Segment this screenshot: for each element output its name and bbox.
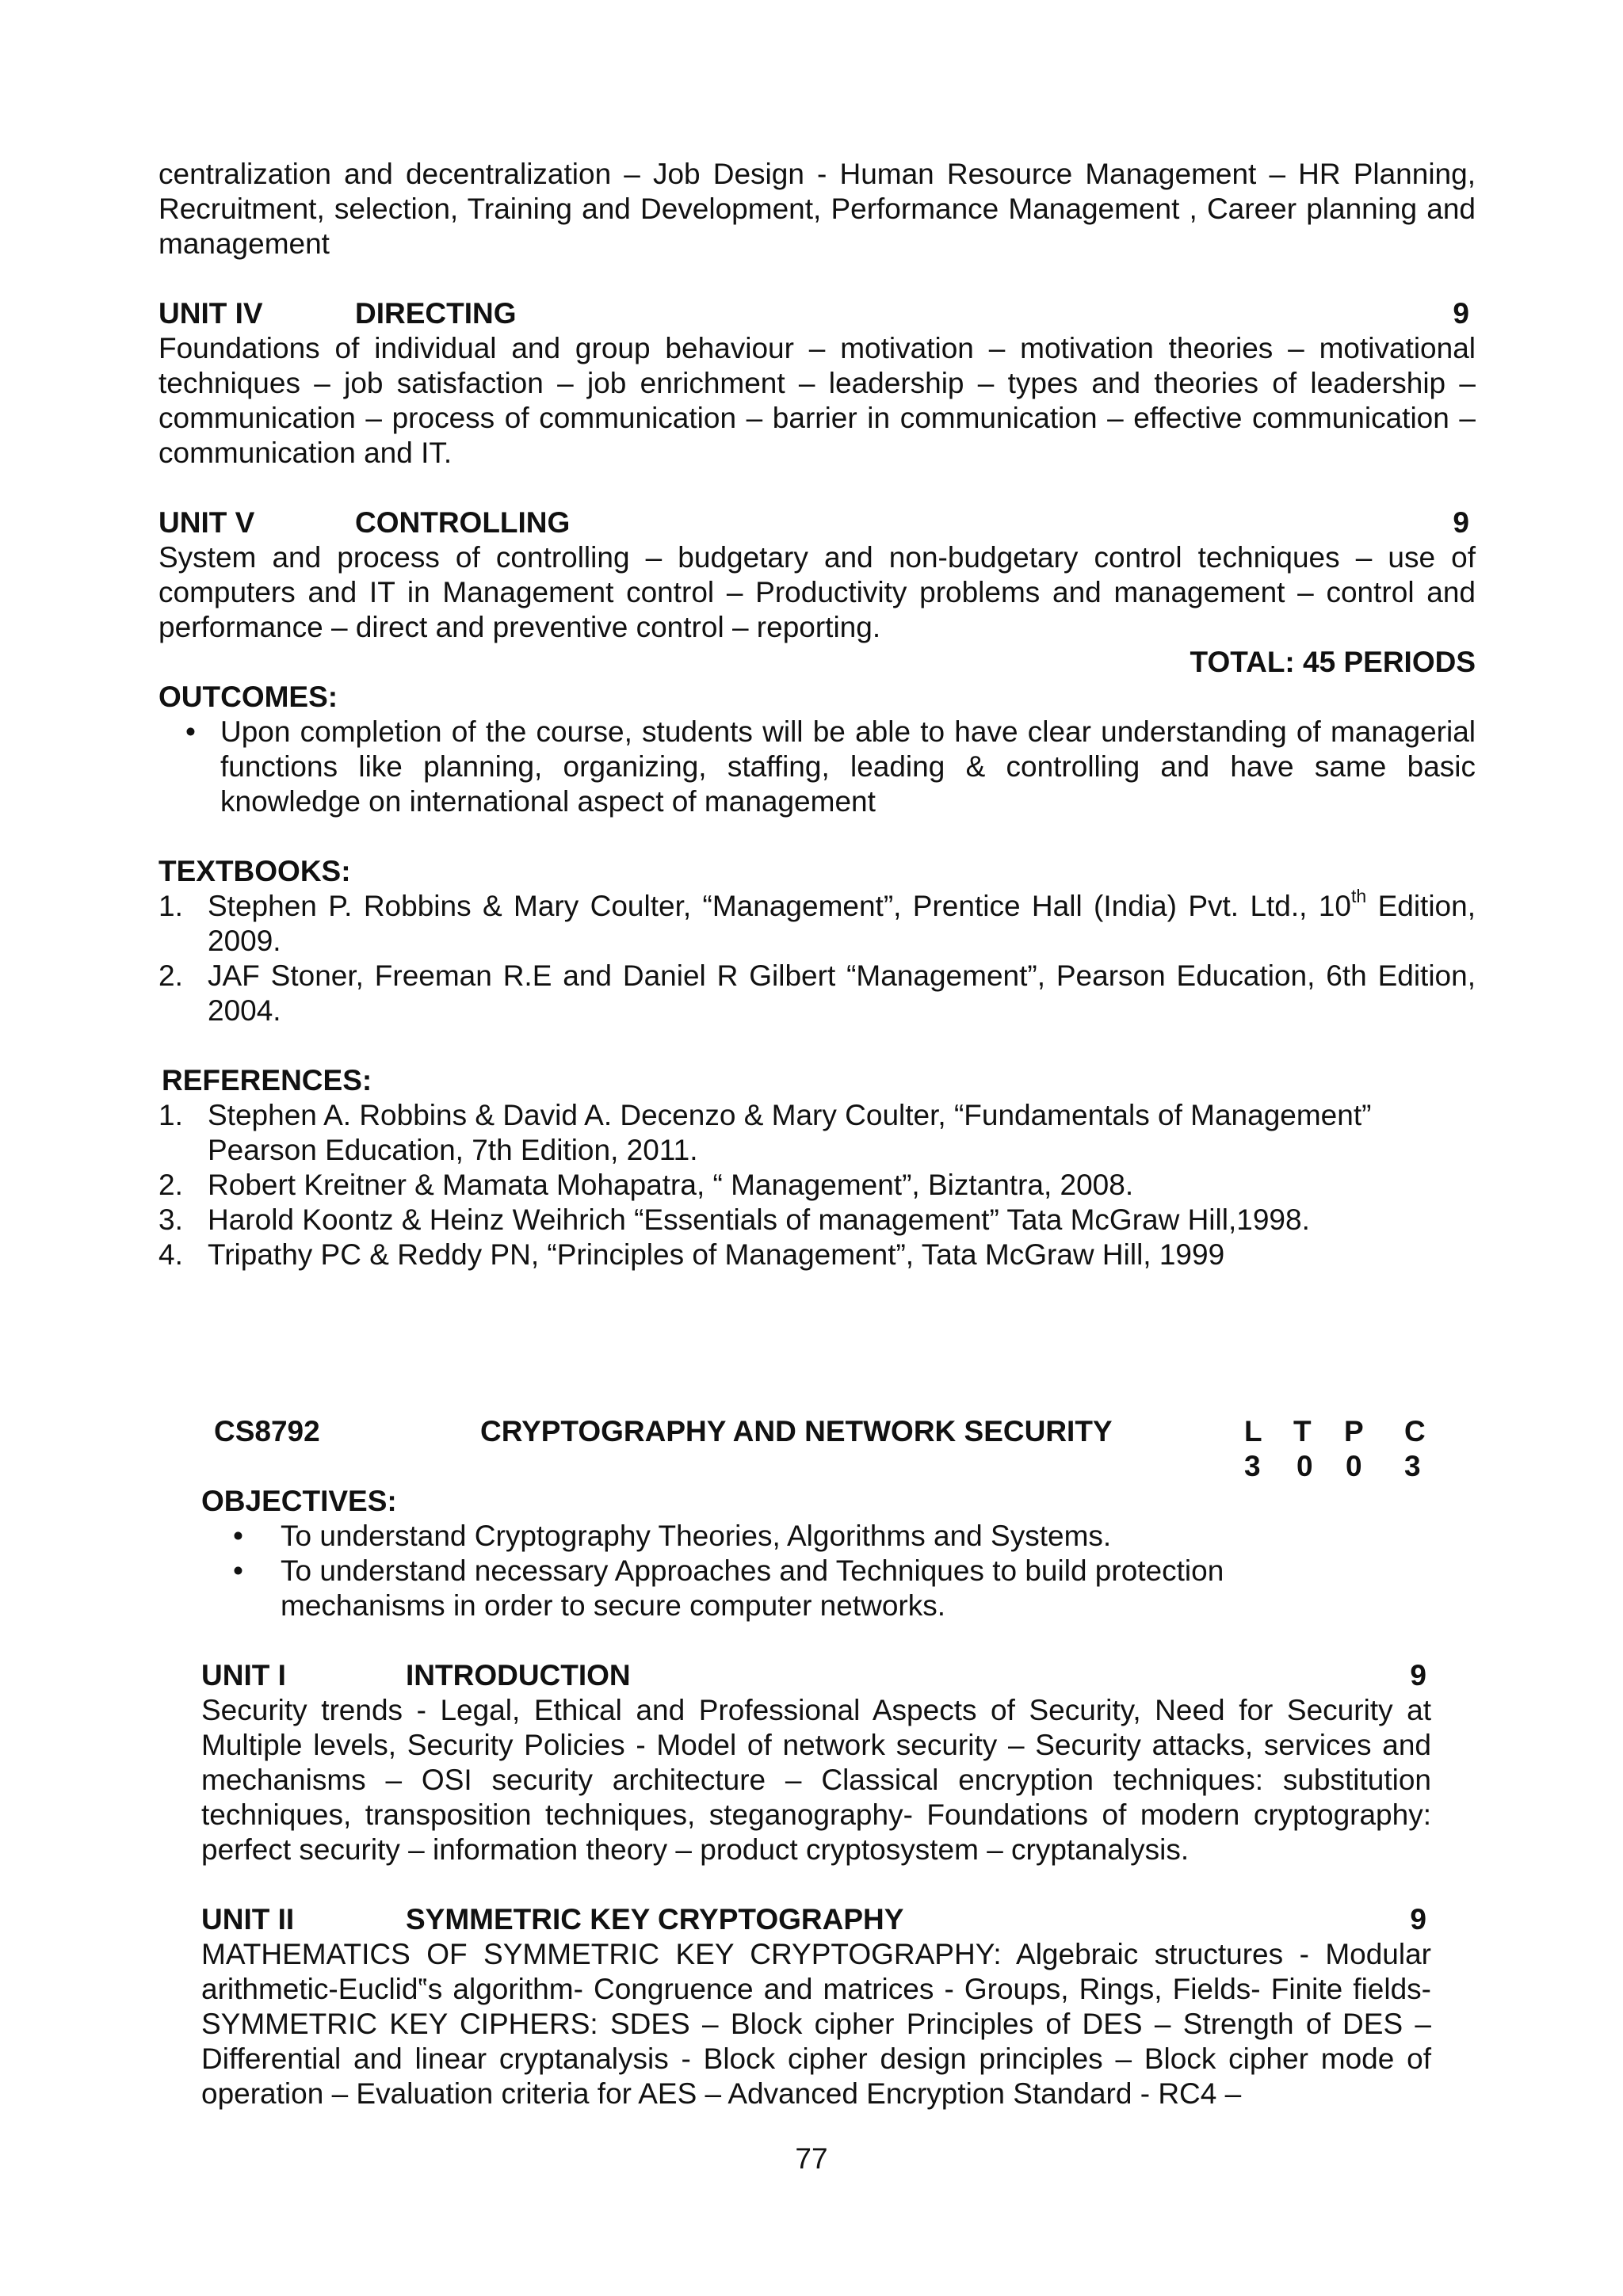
reference-item — [158, 1238, 1476, 1272]
section-management — [158, 157, 1476, 1272]
ltpc-label-t: T — [1293, 1415, 1312, 1447]
textbook-text — [208, 885, 1476, 957]
section-cryptography — [201, 1484, 1431, 2111]
list-number: 4. — [158, 1238, 183, 1271]
list-number: 2. — [158, 1169, 183, 1201]
unit-iv-heading — [158, 296, 1476, 331]
reference-text: Tripathy PC & Reddy PN, “Principles of Management”, Tata McGraw Hill, 1999 — [208, 1238, 1225, 1271]
reference-text: Robert Kreitner & Mamata Mohapatra, “ Management”, Biztantra, 2008. — [208, 1169, 1134, 1201]
objective-text: To understand necessary Approaches and Techniques to build protection mechanisms in order to secure computer networks. — [281, 1554, 1224, 1622]
outcome-item — [158, 715, 1476, 819]
ltpc-value-t: 0 — [1296, 1450, 1313, 1482]
outcome-text: Upon completion of the course, students will be able to have clear understanding of managerial functions like planning, organizing, staffing, leading & controlling and have same basic knowledge on international aspect of management — [220, 715, 1476, 818]
course-code: CS8792 — [214, 1415, 320, 1447]
unit-title: SYMMETRIC KEY CRYPTOGRAPHY — [406, 1903, 904, 1936]
reference-item — [158, 1203, 1476, 1238]
unit-v-heading — [158, 505, 1476, 540]
unit-title: CONTROLLING — [355, 506, 571, 539]
outcomes-heading: OUTCOMES: — [158, 681, 338, 713]
reference-item — [158, 1098, 1476, 1168]
unit-code: UNIT V — [158, 506, 255, 539]
ltpc-values — [1236, 1449, 1434, 1484]
ltpc-label-p: P — [1344, 1415, 1364, 1447]
textbook-item — [158, 885, 1476, 959]
ltpc-value-l: 3 — [1244, 1450, 1261, 1482]
unit-code: UNIT IV — [158, 297, 263, 330]
bullet-icon: • — [185, 715, 196, 748]
unit-title: INTRODUCTION — [406, 1659, 631, 1691]
bullet-icon: • — [233, 1554, 243, 1587]
references-heading: REFERENCES: — [162, 1064, 372, 1097]
unit-iv-body: Foundations of individual and group behaviour – motivation – motivation theories – motivational techniques – job satisfaction – job enrichment – leadership – types and theories of leadership – communication – process of communication – barrier in communication – effective communication –communication and IT. — [158, 332, 1476, 469]
course-title: CRYPTOGRAPHY AND NETWORK SECURITY — [480, 1415, 1113, 1447]
list-number: 3. — [158, 1203, 183, 1236]
reference-item — [158, 1168, 1476, 1203]
textbook-text: JAF Stoner, Freeman R.E and Daniel R Gilbert “Management”, Pearson Education, 6th Edition, 2004. — [208, 959, 1476, 1027]
unit-i-body: Security trends - Legal, Ethical and Professional Aspects of Security, Need for Security at Multiple levels, Security Policies - Model of network security – Security attacks, services and mechanisms – OSI security architecture – Classical encryption techniques: substitution techniques, transposition techniques, steganography- Foundations of modern cryptography: perfect security – information theory – product cryptosystem – cryptanalysis. — [201, 1694, 1431, 1866]
list-number: 2. — [158, 959, 183, 992]
unit-v-body: System and process of controlling – budgetary and non-budgetary control techniques – use of computers and IT in Management control – Productivity problems and management – control and performance – direct and preventive control – reporting. — [158, 541, 1476, 643]
textbook-text-main: Stephen P. Robbins & Mary Coulter, “Management”, Prentice Hall (India) Pvt. Ltd., 10 — [208, 890, 1351, 922]
ltpc-label-l: L — [1244, 1415, 1262, 1447]
unit-hours: 9 — [1453, 297, 1469, 330]
total-periods: TOTAL: 45 PERIODS — [1190, 646, 1476, 678]
unit-ii-body: MATHEMATICS OF SYMMETRIC KEY CRYPTOGRAPHY: Algebraic structures - Modular arithmetic-Euclid‟s algorithm- Congruence and matrices - Groups, Rings, Fields- Finite fields- SYMMETRIC KEY CIPHERS: SDES – Block cipher Principles of DES – Strength of DES – Differential and linear cryptanalysis - Block cipher design principles – Block cipher mode of operation – Evaluation criteria for AES – Advanced Encryption Standard - RC4 – — [201, 1938, 1431, 2110]
unit-code: UNIT II — [201, 1903, 295, 1936]
textbook-text-tail: Edition, 2009. — [208, 890, 1476, 957]
unit-i-heading — [201, 1658, 1431, 1693]
objectives-heading: OBJECTIVES: — [201, 1485, 397, 1517]
unit-code: UNIT I — [201, 1659, 286, 1691]
ltpc-value-p: 0 — [1346, 1450, 1362, 1482]
list-number: 1. — [158, 1099, 183, 1131]
textbooks-heading: TEXTBOOKS: — [158, 855, 351, 887]
unit-hours: 9 — [1410, 1903, 1426, 1936]
intro-paragraph: centralization and decentralization – Job Design - Human Resource Management – HR Planning, Recruitment, selection, Training and Development, Performance Management , Career planning and management — [158, 158, 1476, 260]
ltpc-label-c: C — [1404, 1415, 1426, 1447]
list-number: 1. — [158, 890, 183, 922]
superscript: th — [1351, 885, 1367, 906]
reference-text: Stephen A. Robbins & David A. Decenzo & Mary Coulter, “Fundamentals of Management” Pearson Education, 7th Edition, 2011. — [208, 1099, 1372, 1166]
ltpc-labels — [1236, 1414, 1434, 1449]
ltpc-value-c: 3 — [1404, 1450, 1421, 1482]
unit-hours: 9 — [1410, 1659, 1426, 1691]
reference-text: Harold Koontz & Heinz Weihrich “Essentials of management” Tata McGraw Hill,1998. — [208, 1203, 1310, 1236]
objective-item — [201, 1554, 1431, 1623]
page-number: 77 — [795, 2142, 828, 2175]
textbook-item — [158, 959, 1476, 1028]
bullet-icon: • — [233, 1520, 243, 1552]
unit-hours: 9 — [1453, 506, 1469, 539]
objective-item — [201, 1519, 1431, 1554]
unit-ii-heading — [201, 1902, 1431, 1937]
objective-text: To understand Cryptography Theories, Algorithms and Systems. — [281, 1520, 1112, 1552]
unit-title: DIRECTING — [355, 297, 517, 330]
